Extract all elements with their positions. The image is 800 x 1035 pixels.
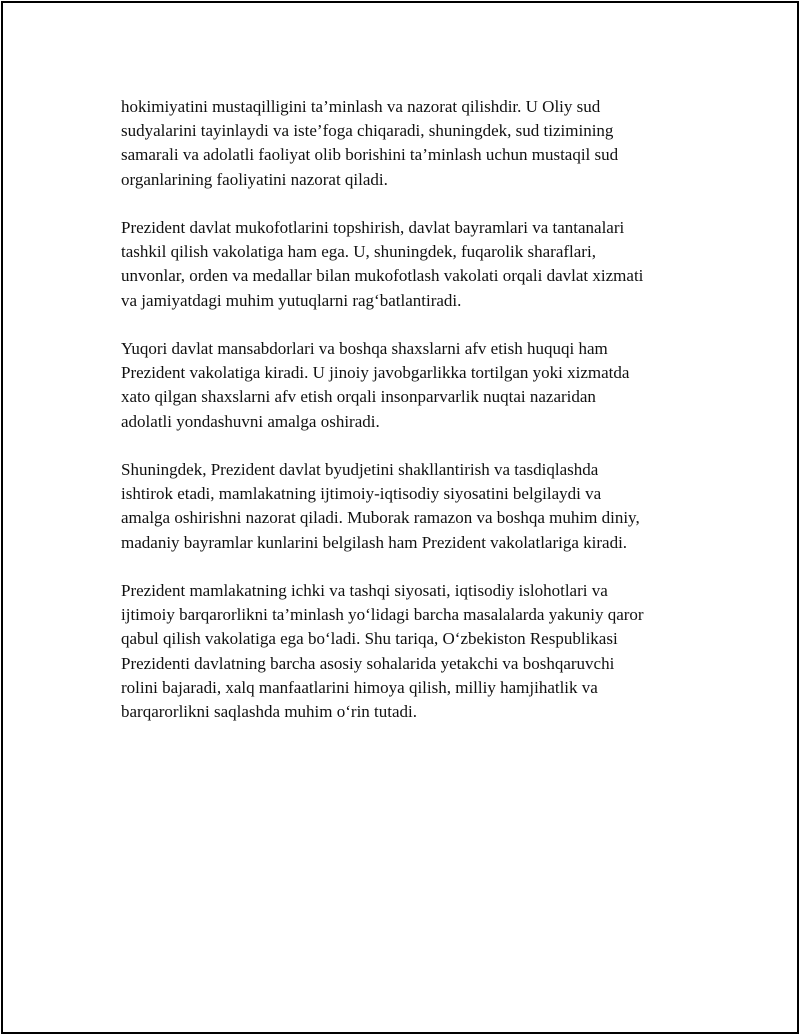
paragraph — [121, 458, 701, 555]
text-line: madaniy bayramlar kunlarini belgilash ham Prezident vakolatlariga kiradi. — [121, 532, 628, 552]
document-body — [121, 95, 701, 748]
text-line: qabul qilish vakolatiga ega bo‘ladi. Shu tariqa, O‘zbekiston Respublikasi — [121, 629, 618, 649]
paragraph — [121, 95, 701, 192]
text-line: xato qilgan shaxslarni afv etish orqali insonparvarlik nuqtai nazaridan — [121, 387, 596, 407]
paragraph — [121, 579, 701, 724]
text-line: Prezident davlat mukofotlarini topshirish, davlat bayramlari va tantanalari — [121, 218, 625, 237]
text-line: unvonlar, orden va medallar bilan mukofotlash vakolati orqali davlat xizmati — [121, 266, 644, 286]
text-line: ishtirok etadi, mamlakatning ijtimoiy-iqtisodiy siyosatini belgilaydi va — [121, 484, 602, 504]
text-line: Prezident vakolatiga kiradi. U jinoiy javobgarlikka tortilgan yoki xizmatda — [121, 363, 630, 383]
text-line: Shuningdek, Prezident davlat byudjetini shakllantirish va tasdiqlashda — [121, 460, 599, 479]
text-line: barqarorlikni saqlashda muhim o‘rin tutadi. — [121, 702, 418, 722]
text-line: rolini bajaradi, xalq manfaatlarini himoya qilish, milliy hamjihatlik va — [121, 677, 598, 697]
text-line: Prezident mamlakatning ichki va tashqi siyosati, iqtisodiy islohotlari va — [121, 581, 608, 600]
text-line: Yuqori davlat mansabdorlari va boshqa shaxslarni afv etish huquqi ham — [121, 339, 608, 358]
text-line: adolatli yondashuvni amalga oshiradi. — [121, 411, 380, 431]
document-page — [1, 1, 799, 1034]
paragraph — [121, 337, 701, 434]
text-line: amalga oshirishni nazorat qiladi. Muborak ramazon va boshqa muhim diniy, — [121, 508, 640, 528]
text-line: hokimiyatini mustaqilligini ta’minlash va nazorat qilishdir. U Oliy sud — [121, 97, 601, 116]
text-line: ijtimoiy barqarorlikni ta’minlash yo‘lidagi barcha masalalarda yakuniy qaror — [121, 605, 644, 625]
text-line: tashkil qilish vakolatiga ham ega. U, shuningdek, fuqarolik sharaflari, — [121, 242, 596, 262]
text-line: organlarining faoliyatini nazorat qiladi. — [121, 169, 388, 189]
paragraph — [121, 216, 701, 313]
text-line: Prezidenti davlatning barcha asosiy sohalarida yetakchi va boshqaruvchi — [121, 653, 615, 673]
text-line: va jamiyatdagi muhim yutuqlarni rag‘batlantiradi. — [121, 290, 462, 310]
text-line: samarali va adolatli faoliyat olib borishini ta’minlash uchun mustaqil sud — [121, 145, 619, 165]
text-line: sudyalarini tayinlaydi va iste’foga chiqaradi, shuningdek, sud tizimining — [121, 121, 614, 141]
